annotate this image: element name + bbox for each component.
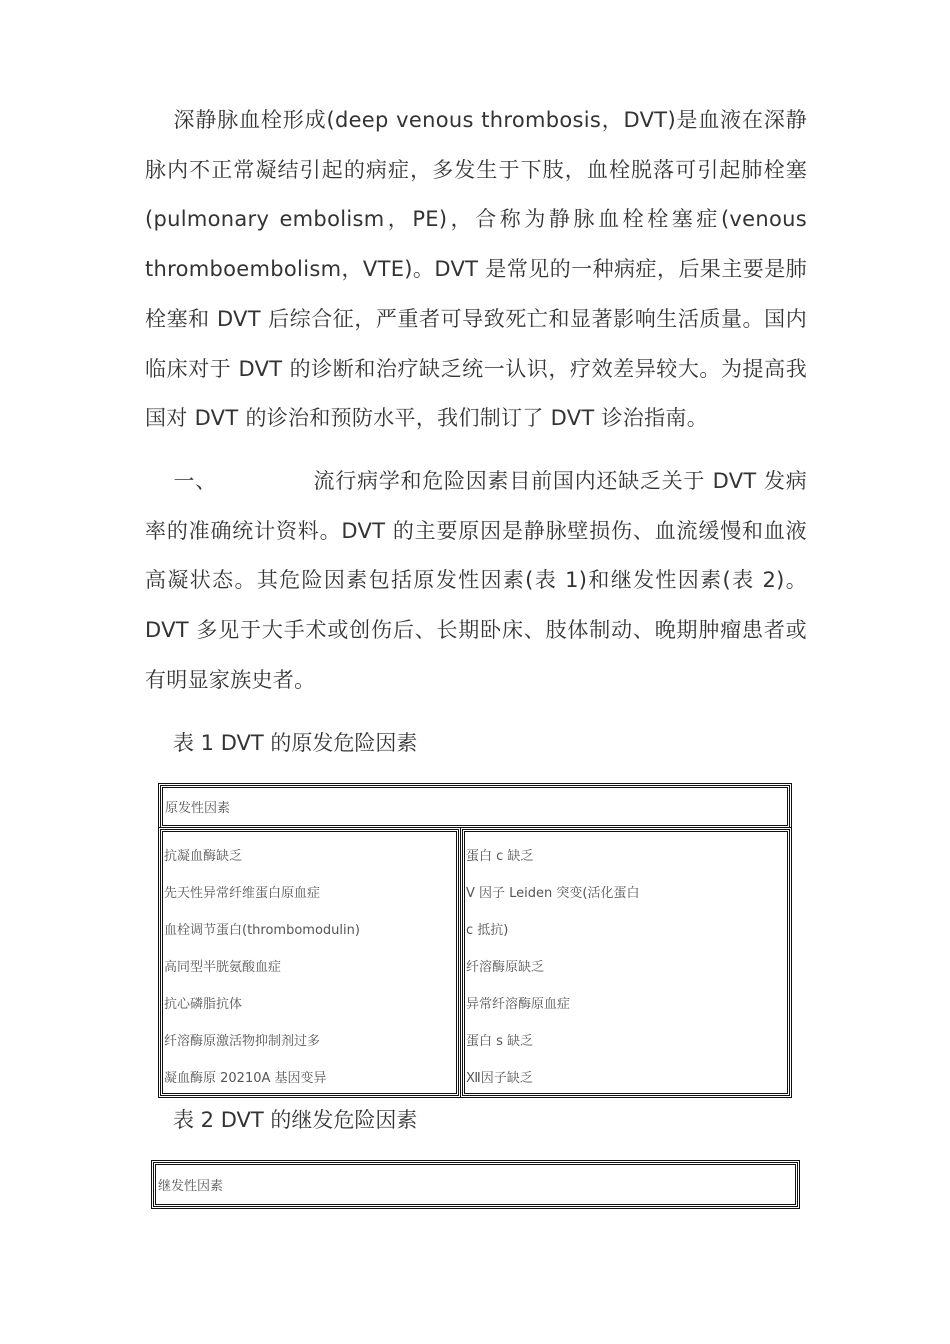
table2-caption: 表 2 DVT 的继发危险因素	[173, 1108, 418, 1132]
list-item: 凝血酶原 20210A 基因变异	[164, 1071, 327, 1086]
cell-inner-border	[155, 1164, 796, 1205]
list-item: 抗凝血酶缺乏	[164, 849, 243, 864]
intro-text: 深静脉血栓形成(deep venous thrombosis，DVT)是血液在深静脉内不正常凝结引起的病症，多发生于下肢，血栓脱落可引起肺栓塞(pulmonary embolism，PE)，合称为静脉血栓栓塞症(venous thromboembolism，VTE)。DVT 是常见的一种病症，后果主要是肺栓塞和 DVT 后综合征，严重者可导致死亡和显著影响生活质量。国内临床对于 DVT 的诊断和治疗缺乏统一认识，疗效差异较大。为提高我国对 DVT 的诊治和预防水平，我们制订了 DVT 诊治指南。	[145, 108, 807, 431]
list-item: 纤溶酶原激活物抑制剂过多	[164, 1034, 321, 1049]
list-item: 先天性异常纤维蛋白原血症	[164, 886, 321, 901]
cell-inner-border	[162, 787, 788, 826]
list-item: c 抵抗)	[466, 923, 509, 938]
table1-right-list	[466, 838, 786, 1097]
table2-header-cell	[151, 1160, 800, 1209]
list-item: Ⅻ因子缺乏	[466, 1071, 533, 1086]
intro-paragraph	[145, 96, 807, 444]
table1-caption: 表 1 DVT 的原发危险因素	[173, 731, 418, 755]
table1-header-cell	[158, 783, 792, 830]
table2-header-label: 继发性因素	[158, 1179, 224, 1194]
list-item: 高同型半胱氨酸血症	[164, 960, 282, 975]
list-item: 抗心磷脂抗体	[164, 997, 243, 1012]
table1-right-column	[460, 827, 792, 1098]
list-item: V 因子 Leiden 突变(活化蛋白	[466, 886, 640, 901]
list-item: 蛋白 s 缺乏	[466, 1034, 534, 1049]
table1-left-list	[164, 838, 455, 1097]
list-item: 异常纤溶酶原血症	[466, 997, 571, 1012]
section-text: 流行病学和危险因素目前国内还缺乏关于 DVT 发病率的准确统计资料。DVT 的主要原因是静脉壁损伤、血流缓慢和血液高凝状态。其危险因素包括原发性因素(表 1)和继发性因素(表 2)。DVT 多见于大手术或创伤后、长期卧床、肢体制动、晚期肿瘤患者或有明显家族史者。	[145, 469, 808, 692]
list-item: 蛋白 c 缺乏	[466, 849, 534, 864]
section-number: 一、	[173, 469, 217, 493]
list-item: 纤溶酶原缺乏	[466, 960, 545, 975]
section-paragraph	[145, 457, 807, 706]
table1-header-label: 原发性因素	[165, 801, 231, 816]
table1-left-column	[158, 827, 461, 1098]
list-item: 血栓调节蛋白(thrombomodulin)	[164, 923, 360, 938]
